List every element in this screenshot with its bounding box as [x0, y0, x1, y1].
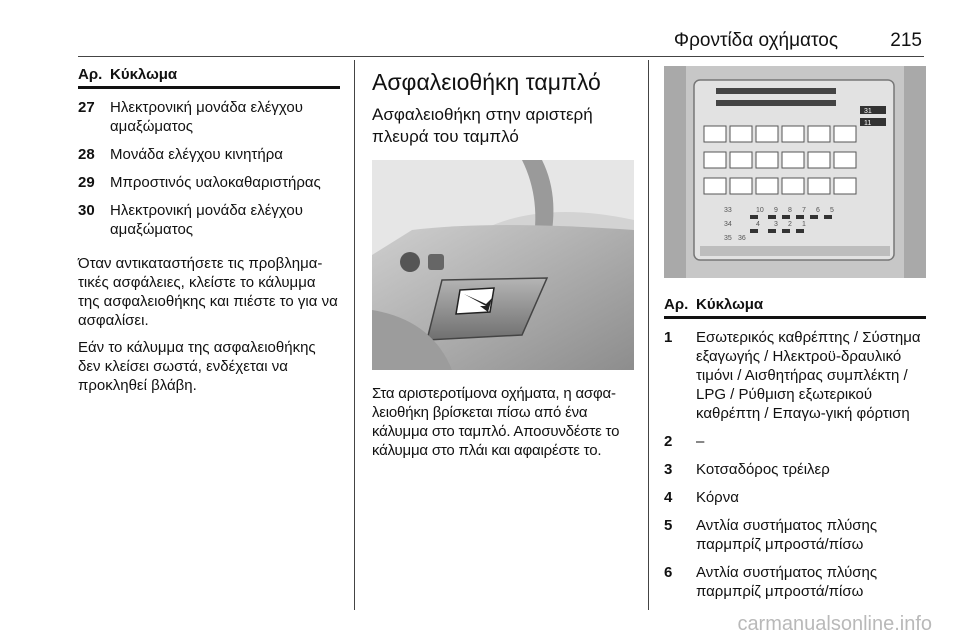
table-row [664, 432, 926, 451]
section-title: Φροντίδα οχήματος [673, 30, 838, 51]
section-subheading: Ασφαλειοθήκη στην αριστερή πλευρά του ταμπλό [372, 105, 593, 146]
fuse-number: 29 [78, 174, 95, 191]
col-circuit-header: Κύκλωμα [110, 66, 178, 83]
circuit-text: – [696, 433, 705, 450]
fuse-number: 3 [664, 461, 673, 478]
circuit-text: Μονάδα ελέγχου κινητήρα [110, 146, 283, 163]
fuse-label: 3 [774, 221, 778, 228]
circuit-text: Ηλεκτρονική μονάδα ελέγχου αμαξώματος [110, 202, 303, 238]
fuse-label: 1 [802, 221, 806, 228]
table-row [78, 201, 340, 239]
circuit-text: Αντλία συστήματος πλύσης παρμπρίζ μπροστά/πίσω [696, 517, 878, 553]
page-header [0, 30, 960, 58]
fuse-label: 9 [774, 207, 778, 214]
header-rule [78, 56, 924, 57]
col-circuit-header: Κύκλωμα [696, 296, 764, 313]
fuse-label: 35 [724, 235, 732, 242]
fuse-number: 27 [78, 99, 95, 116]
column-divider [648, 60, 649, 610]
fuse-label: 34 [724, 221, 732, 228]
table-row [664, 563, 926, 601]
fuse-label: 36 [738, 235, 746, 242]
fuse-label: 4 [756, 221, 760, 228]
fuse-label: 6 [816, 207, 820, 214]
fuse-number: 4 [664, 489, 673, 506]
figure-caption: Στα αριστεροτίμονα οχήματα, η ασφα-λειοθήκη βρίσκεται πίσω από ένα κάλυμμα στο ταμπλό. Αποσυνδέστε το κάλυμμα στο πλάι και αφαιρέστε το. [372, 385, 620, 459]
circuit-text: Κόρνα [696, 489, 739, 506]
fuse-label: 5 [830, 207, 834, 214]
fuse-number: 30 [78, 202, 95, 219]
table-header [78, 60, 340, 89]
fuse-number: 1 [664, 329, 673, 346]
fuse-box-illustration [664, 66, 926, 278]
section-heading: Ασφαλειοθήκη ταμπλό [372, 69, 601, 95]
table-header [664, 290, 926, 319]
dashboard-fuse-cover-illustration [372, 160, 634, 370]
circuit-text: Κοτσαδόρος τρέιλερ [696, 461, 830, 478]
col-no-header: Αρ. [664, 296, 689, 313]
column-divider [354, 60, 355, 610]
circuit-text: Ηλεκτρονική μονάδα ελέγχου αμαξώματος [110, 99, 303, 135]
fuse-label: 10 [756, 207, 764, 214]
table-row [78, 173, 340, 192]
table-row [78, 145, 340, 164]
fuse-label: 8 [788, 207, 792, 214]
left-column [78, 60, 340, 395]
table-row [664, 460, 926, 479]
fuse-label: 31 [864, 108, 872, 115]
fuse-number: 5 [664, 517, 673, 534]
fuse-label: 11 [864, 120, 872, 127]
page-number: 215 [890, 30, 922, 51]
table-row [664, 328, 926, 423]
paragraph: Εάν το κάλυμμα της ασφαλειοθήκης δεν κλείσει σωστά, ενδέχεται να προκληθεί βλάβη. [78, 339, 316, 394]
table-row [78, 98, 340, 136]
right-column [664, 60, 926, 601]
middle-column [372, 60, 634, 460]
circuit-text: Μπροστινός υαλοκαθαριστήρας [110, 174, 321, 191]
watermark: carmanualsonline.info [737, 613, 932, 635]
fuse-label: 2 [788, 221, 792, 228]
circuit-text: Εσωτερικός καθρέπτης / Σύστημα εξαγωγής / Ηλεκτροϋ-δραυλικό τιμόνι / Αισθητήρας συμπλέκτη / LPG / Ρύθμιση εξωτερικού καθρέπτη / Επαγω-γική φόρτιση [696, 329, 921, 422]
table-row [664, 516, 926, 554]
fuse-number: 28 [78, 146, 95, 163]
col-no-header: Αρ. [78, 66, 103, 83]
paragraph: Όταν αντικαταστήσετε τις προβλημα-τικές ασφάλειες, κλείστε το κάλυμμα της ασφαλειοθήκης και πιέστε το για να ασφαλίσει. [78, 255, 338, 329]
fuse-number: 2 [664, 433, 673, 450]
fuse-label: 7 [802, 207, 806, 214]
table-row [664, 488, 926, 507]
circuit-text: Αντλία συστήματος πλύσης παρμπρίζ μπροστά/πίσω [696, 564, 878, 600]
fuse-label: 33 [724, 207, 732, 214]
fuse-number: 6 [664, 564, 673, 581]
